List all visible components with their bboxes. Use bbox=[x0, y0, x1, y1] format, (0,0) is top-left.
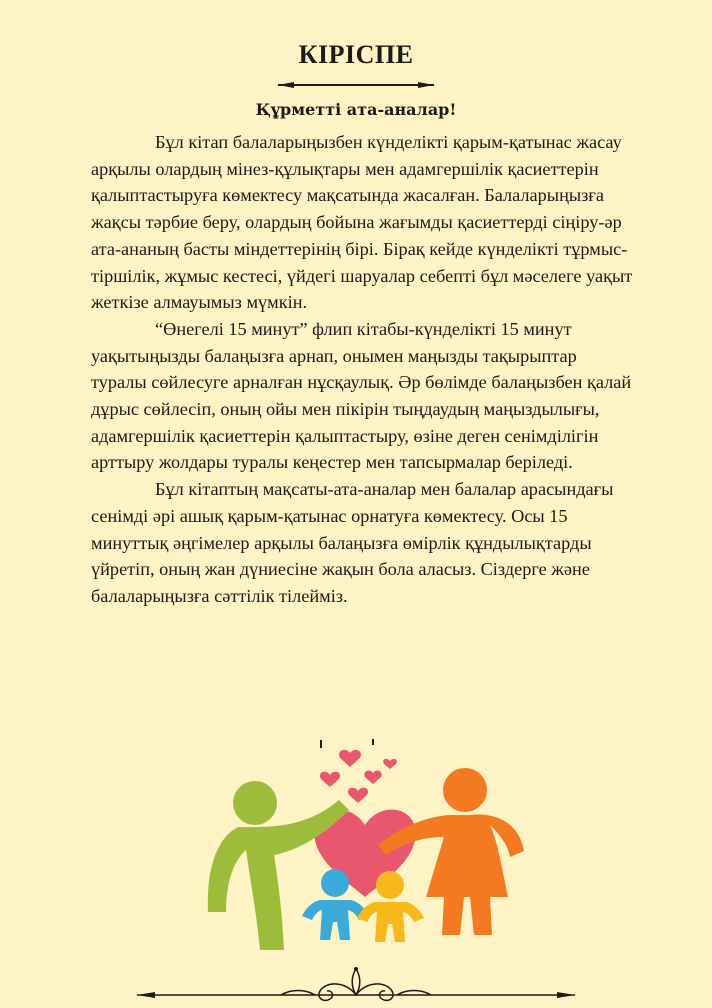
salutation: Құрметті ата-аналар! bbox=[255, 100, 457, 119]
small-hearts bbox=[320, 750, 397, 803]
page-title: КІРІСПЕ bbox=[298, 40, 414, 69]
title-divider bbox=[276, 78, 436, 92]
paragraph-3: Бұл кітаптың мақсаты-ата-аналар мен балалар арасындағы сенімді әрі ашық қарым-қатынас орнатуға көмектесу. Осы 15 минуттық әңгімелер арқылы балаңызға өмірлік құндылықтарды үйретіп, оның жан дүниесіне жақын бола аласыз. Сіздерге және балаларыңызға сәттілік тілейміз. bbox=[91, 479, 614, 606]
body-text bbox=[91, 129, 636, 610]
footer-ornament bbox=[135, 965, 577, 1005]
family-illustration bbox=[180, 735, 530, 955]
paragraph-2: “Өнегелі 15 минут” флип кітабы-күнделікті 15 минут уақытыңызды балаңызға арнап, онымен маңызды тақырыптар туралы сөйлесуге арналған нұсқаулық. Әр бөлімде балаңызбен қалай дұрыс сөйлесіп, оның ойы мен пікірін тыңдаудың маңыздылығы, адамгершілік қасиеттерін қалыптастыру, өзіне деген сенімділігін арттыру жолдары туралы кеңестер мен тапсырмалар беріледі. bbox=[91, 318, 632, 473]
paragraph-1: Бұл кітап балаларыңызбен күнделікті қарым-қатынас жасау арқылы олардың мінез-құлықтары мен адамгершілік қасиеттерін қалыптастыруға көмектесу мақсатында жасалған. Балаларыңызға жақсы тәрбие беру, олардың бойына жағымды қасиеттерді сіңіру-әр ата-ананың басты міндеттерінің бірі. Бірақ кейде күнделікті тұрмыс-тіршілік, жұмыс кестесі, үйдегі шаруалар себепті бұл мәселеге уақыт жеткізе алмауымыз мүмкін. bbox=[91, 132, 633, 313]
